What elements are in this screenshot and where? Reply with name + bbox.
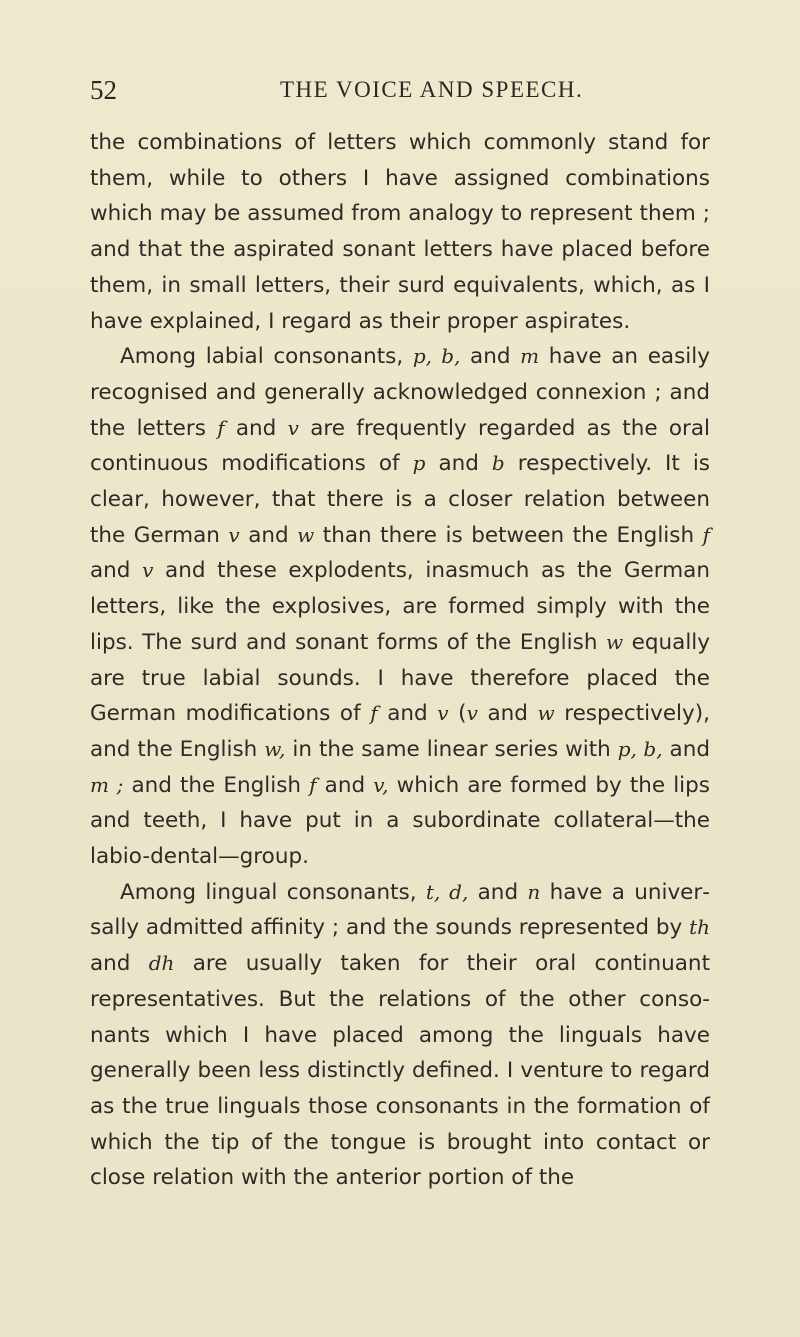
italic-letter-text: w: [297, 522, 315, 547]
italic-letter-text: p, b,: [617, 736, 663, 761]
italic-letter-text: f: [309, 772, 317, 797]
paragraph-text: respectively. It is clear, however, that there is a closer relation between the German: [90, 451, 710, 548]
page-number: 52: [90, 75, 117, 105]
italic-letter-text: w: [537, 701, 555, 726]
paragraph-text: are frequently regarded as the oral continuous modifications of: [90, 415, 710, 477]
paragraph-text: and: [425, 451, 492, 477]
italic-letter-text: dh: [148, 951, 175, 976]
paragraph: [90, 339, 710, 875]
paragraph-text: and: [377, 701, 438, 727]
paragraph-text: have an easily recognised and generally acknowledged connexion ; and the letters: [90, 344, 710, 441]
italic-letter-text: v: [287, 415, 299, 440]
paragraph-text: and: [239, 522, 298, 548]
paragraph-text: and: [90, 951, 149, 977]
italic-letter-text: v,: [373, 772, 389, 797]
paragraph: [90, 125, 710, 339]
italic-letter-text: m: [520, 344, 540, 369]
italic-letter-text: w,: [264, 736, 286, 761]
italic-letter-text: b: [491, 451, 505, 476]
running-head: [90, 70, 730, 110]
italic-letter-text: w: [605, 629, 624, 654]
paragraph-text: and the English: [123, 772, 310, 798]
paragraph-text: and: [460, 344, 521, 370]
paragraph-text: have a universally admitted affinity ; and the sounds represented by: [90, 879, 710, 941]
italic-letter-text: v: [142, 558, 154, 583]
italic-letter-text: t, d,: [425, 879, 469, 904]
paragraph-text: in the same linear series with: [285, 736, 618, 762]
paragraph-text: equally are true labial sounds. I have therefore placed the German modifications of: [90, 629, 710, 727]
italic-letter-text: p: [412, 451, 426, 476]
paragraph-text: which are formed by the lips and teeth, I have put in a subordinate collateral—the labio-dental—group.: [90, 772, 711, 870]
paragraph-text: and: [662, 736, 710, 762]
italic-letter-text: p, b,: [412, 344, 461, 369]
italic-letter-text: f: [702, 522, 710, 547]
body-text: [90, 125, 710, 1196]
italic-letter-text: f: [217, 415, 225, 440]
italic-letter-text: v: [466, 701, 478, 726]
italic-letter-text: f: [370, 701, 378, 726]
paragraph-text: and: [468, 879, 528, 905]
paragraph-text: Among labial consonants,: [120, 344, 413, 370]
paragraph-text: and: [316, 772, 374, 798]
paragraph-text: and: [224, 415, 288, 441]
italic-letter-text: v: [228, 522, 240, 547]
paragraph-text: and: [477, 701, 538, 727]
paragraph-text: (: [448, 701, 467, 727]
paragraph-text: respectively), and the English: [90, 701, 710, 762]
paragraph: [90, 875, 710, 1196]
paragraph-text: and these explodents, inasmuch as the German letters, like the explosives, are formed simply with the lips. The surd and sonant forms of the English: [90, 558, 710, 655]
running-title: THE VOICE AND SPEECH.: [280, 77, 584, 102]
italic-letter-text: th: [689, 915, 710, 940]
paragraph-text: Among lingual consonants,: [120, 879, 426, 905]
paragraph-text: are usually taken for their oral continuant representatives. But the relations of the other consonants which I have placed among the linguals have generally been less distinctly defined. I venture to regard as the true linguals those consonants in the formation of which the tip of the tongue is brought into contact or close relation with the anterior portion of the: [90, 951, 710, 1191]
italic-letter-text: n: [527, 879, 541, 904]
italic-letter-text: v: [437, 701, 449, 726]
paragraph-text: than there is between the English: [314, 522, 703, 548]
paragraph-text: and: [90, 558, 143, 584]
paragraph-text: the combinations of letters which commonly stand for them, while to others I have assigned combinations which may be assumed from analogy to represent them ; and that the aspirated sonant letters have placed before them, in small letters, their surd equivalents, which, as I have explained, I regard as their proper aspirates.: [90, 130, 710, 334]
italic-letter-text: m ;: [90, 772, 124, 797]
